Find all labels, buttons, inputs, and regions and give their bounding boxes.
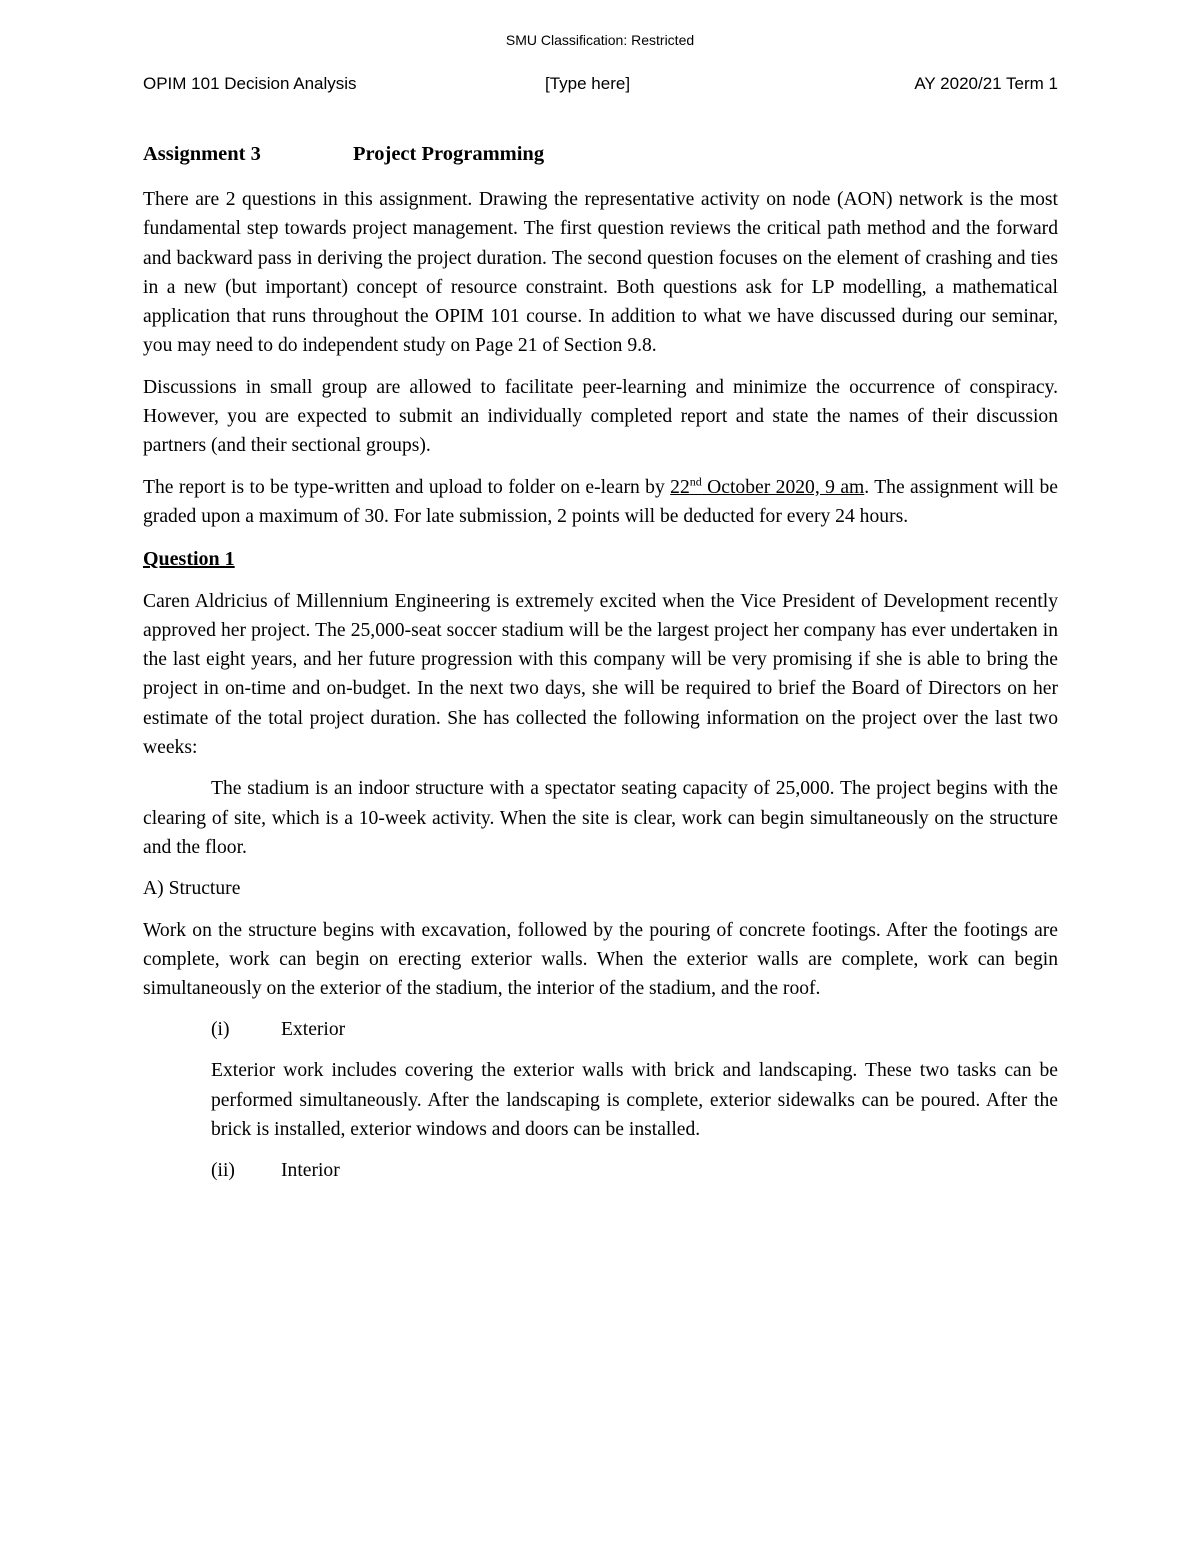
section-a-heading: A) Structure xyxy=(143,878,241,900)
deadline-ordinal: nd xyxy=(689,474,702,489)
assignment-name: Project Programming xyxy=(353,143,545,165)
document-body xyxy=(143,140,1058,1197)
sub-item-number: (i) xyxy=(211,1019,230,1041)
sub-item-label: Exterior xyxy=(281,1019,346,1041)
submission-deadline xyxy=(670,474,865,498)
submission-text-before: The report is to be type-written and upload to folder on e-learn by xyxy=(143,476,671,498)
sub-item-number: (ii) xyxy=(211,1160,235,1182)
exterior-paragraph: Exterior work includes covering the exterior walls with brick and landscaping. These two tasks can be performed simultaneously. After the landscaping is complete, exterior sidewalks can be poured. After the brick is installed, exterior windows and doors can be installed. xyxy=(211,1060,1058,1141)
deadline-date: October 2020, 9 am xyxy=(701,476,865,498)
collaboration-paragraph: Discussions in small group are allowed to facilitate peer-learning and minimize the occurrence of conspiracy. However, you are expected to submit an individually completed report and state the names of their discussion partners (and their sectional groups). xyxy=(143,376,1058,457)
question-1-background: Caren Aldricius of Millennium Engineering is extremely excited when the Vice President of Development recently approved her project. The 25,000-seat soccer stadium will be the largest project her company has ever undertaken in the last eight years, and her future progression with this company will be very promising if she is able to bring the project in on-time and on-budget. In the next two days, she will be required to brief the Board of Directors on her estimate of the total project duration. She has collected the following information on the project over the last two weeks: xyxy=(143,590,1058,759)
assignment-number: Assignment 3 xyxy=(143,143,261,165)
assignment-title xyxy=(143,140,1058,172)
question-1-heading: Question 1 xyxy=(143,548,235,571)
header-placeholder: [Type here] xyxy=(545,74,631,93)
deadline-day: 22 xyxy=(670,476,690,498)
header-term: AY 2020/21 Term 1 xyxy=(914,74,1058,93)
submission-paragraph xyxy=(143,473,1058,532)
sub-item-interior xyxy=(143,1156,1058,1185)
sub-item-exterior xyxy=(143,1015,1058,1044)
submission-text-after: . The assignment will be graded upon a maximum of 30. For late submission, 2 points will be deducted for every 24 hours. xyxy=(143,476,1058,527)
sub-item-label: Interior xyxy=(281,1160,340,1182)
page-header xyxy=(143,74,1058,98)
stadium-description: The stadium is an indoor structure with a spectator seating capacity of 25,000. The project begins with the clearing of site, which is a 10-week activity. When the site is clear, work can begin simultaneously on the structure and the floor. xyxy=(143,778,1058,858)
structure-paragraph: Work on the structure begins with excavation, followed by the pouring of concrete footings. After the footings are complete, work can begin on erecting exterior walls. When the exterior walls are complete, work can begin simultaneously on the exterior of the stadium, the interior of the stadium, and the roof. xyxy=(143,919,1058,1000)
classification-label: SMU Classification: Restricted xyxy=(505,32,695,48)
header-course: OPIM 101 Decision Analysis xyxy=(143,74,357,93)
intro-paragraph: There are 2 questions in this assignment. Drawing the representative activity on node (AON) network is the most fundamental step towards project management. The first question reviews the critical path method and the forward and backward pass in deriving the project duration. The second question focuses on the element of crashing and ties in a new (but important) concept of resource constraint. Both questions ask for LP modelling, a mathematical application that runs throughout the OPIM 101 course. In addition to what we have discussed during our seminar, you may need to do independent study on Page 21 of Section 9.8. xyxy=(143,189,1058,357)
